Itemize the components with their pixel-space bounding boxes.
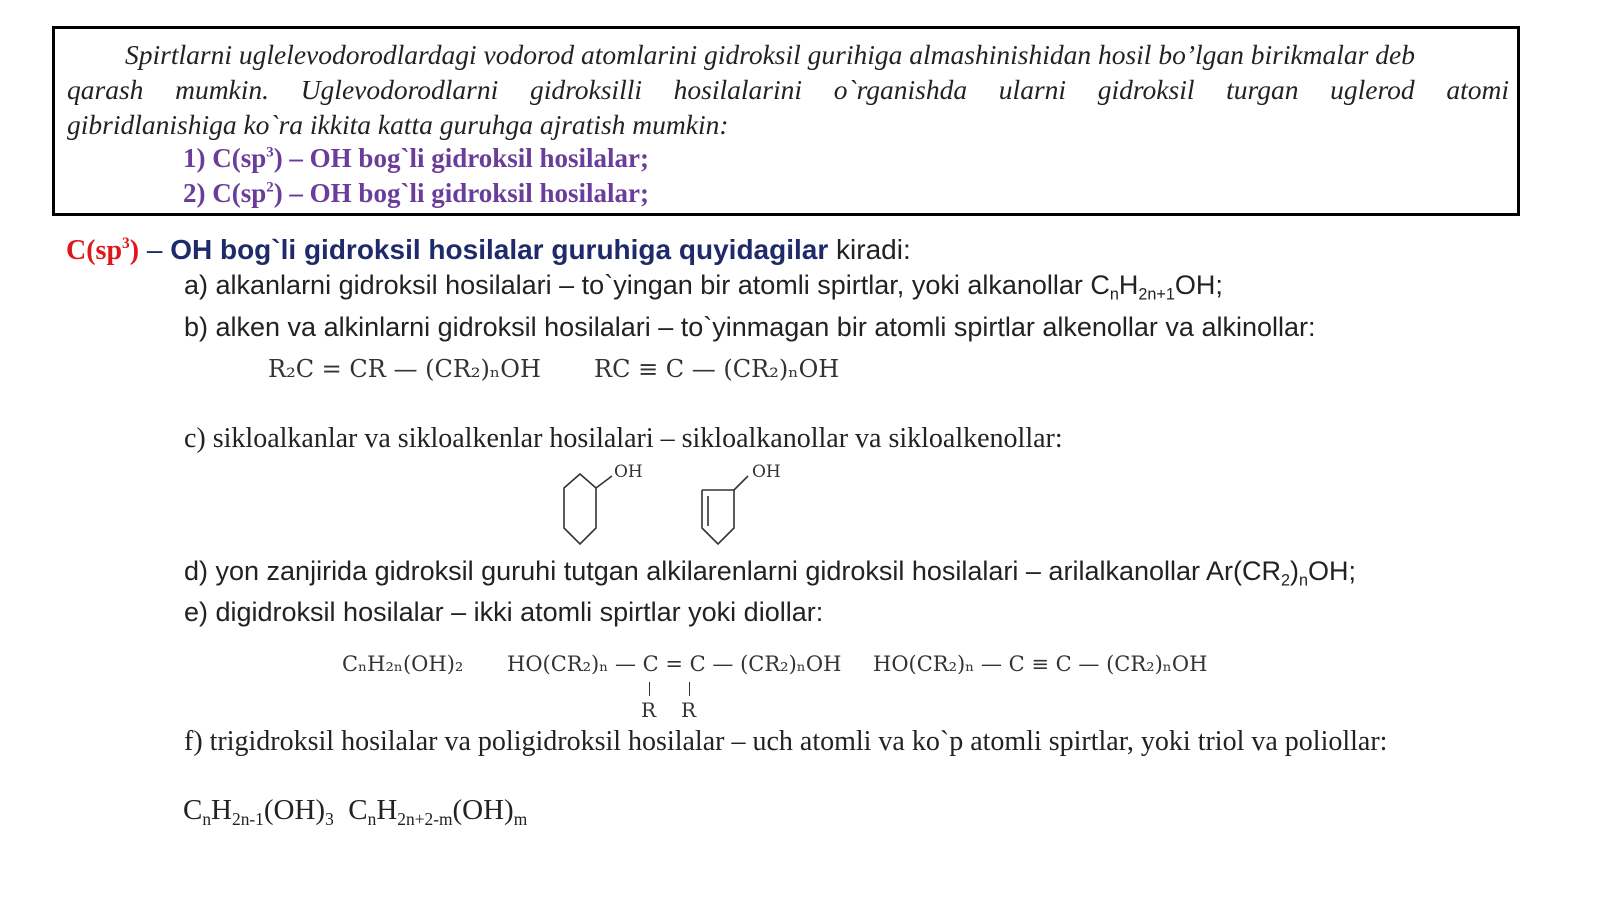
substituent-r1: R	[641, 698, 657, 722]
ring1-oh-label: OH	[614, 462, 643, 482]
formula-enediol: HO(CR₂)ₙ — C = C — (CR₂)ₙOH	[507, 652, 842, 676]
substituent-r2: R	[681, 698, 697, 722]
item-a: a) alkanlarni gidroksil hosilalari – to`yingan bir atomli spirtlar, yoki alkanollar $C_nH_{2n+1}OH$;	[184, 270, 1223, 304]
ring-structures	[552, 458, 772, 554]
heading-red-label: $C(sp^3)$	[66, 235, 140, 266]
item-c: c) sikloalkanlar va sikloalkenlar hosilalari – sikloalkanollar va sikloalkenollar:	[184, 423, 1063, 454]
intro-line-3: gibridlanishiga ko`ra ikkita katta guruhga ajratish mumkin:	[67, 109, 729, 140]
item-e: e) digidroksil hosilalar – ikki atomli spirtlar yoki diollar:	[184, 597, 824, 627]
formula-alkenol: R₂C = CR — (CR₂)ₙOH	[268, 355, 541, 383]
bond-r1	[649, 682, 650, 696]
item-d: d) yon zanjirida gidroksil guruhi tutgan alkilarenlarni gidroksil hosilalari – arilalkanollar $Ar(CR_2)_nOH$;	[184, 556, 1357, 590]
cyclohexanol-structure	[564, 474, 612, 544]
intro-item-2: 2) $C(sp^2)$ – OH bog`li gidroksil hosilalar;	[183, 178, 649, 208]
formula-triol-polyol: $C_nH_{2n-1}(OH)_3$ $C_nH_{2n+2-m}(OH)_m$	[183, 794, 528, 830]
intro-box	[52, 26, 1520, 216]
formula-alkinol: RC ≡ C — (CR₂)ₙOH	[594, 355, 840, 383]
heading-rest: kiradi:	[828, 234, 911, 265]
intro-line-2: qarash mumkin. Uglevodorodlarni gidroksilli hosilalarini o`rganishda ularni gidroksil turgan uglerod atomi	[67, 74, 1509, 105]
section-heading	[66, 234, 911, 267]
heading-bold: OH bog`li gidroksil hosilalar guruhiga quyidagilar	[170, 234, 829, 265]
heading-dash: –	[139, 234, 171, 265]
item-b: b) alken va alkinlarni gidroksil hosilalari – to`yinmagan bir atomli spirtlar alkenollar va alkinollar:	[184, 312, 1316, 342]
intro-line-1: Spirtlarni uglelevodorodlardagi vodorod atomlarini gidroksil gurihiga almashinishidan hosil bo’lgan birikmalar deb	[125, 39, 1415, 70]
formula-ynediol: HO(CR₂)ₙ — C ≡ C — (CR₂)ₙOH	[873, 652, 1208, 676]
bond-r2	[689, 682, 690, 696]
cyclohexenol-structure	[702, 476, 748, 544]
ring2-oh-label: OH	[752, 462, 781, 482]
intro-item-1: 1) $C(sp^3)$ – OH bog`li gidroksil hosilalar;	[183, 143, 649, 173]
formula-diol-general: CₙH₂ₙ(OH)₂	[342, 652, 464, 676]
item-f: f) trigidroksil hosilalar va poligidroksil hosilalar – uch atomli va ko`p atomli spirtlar, yoki triol va poliollar:	[184, 726, 1388, 757]
